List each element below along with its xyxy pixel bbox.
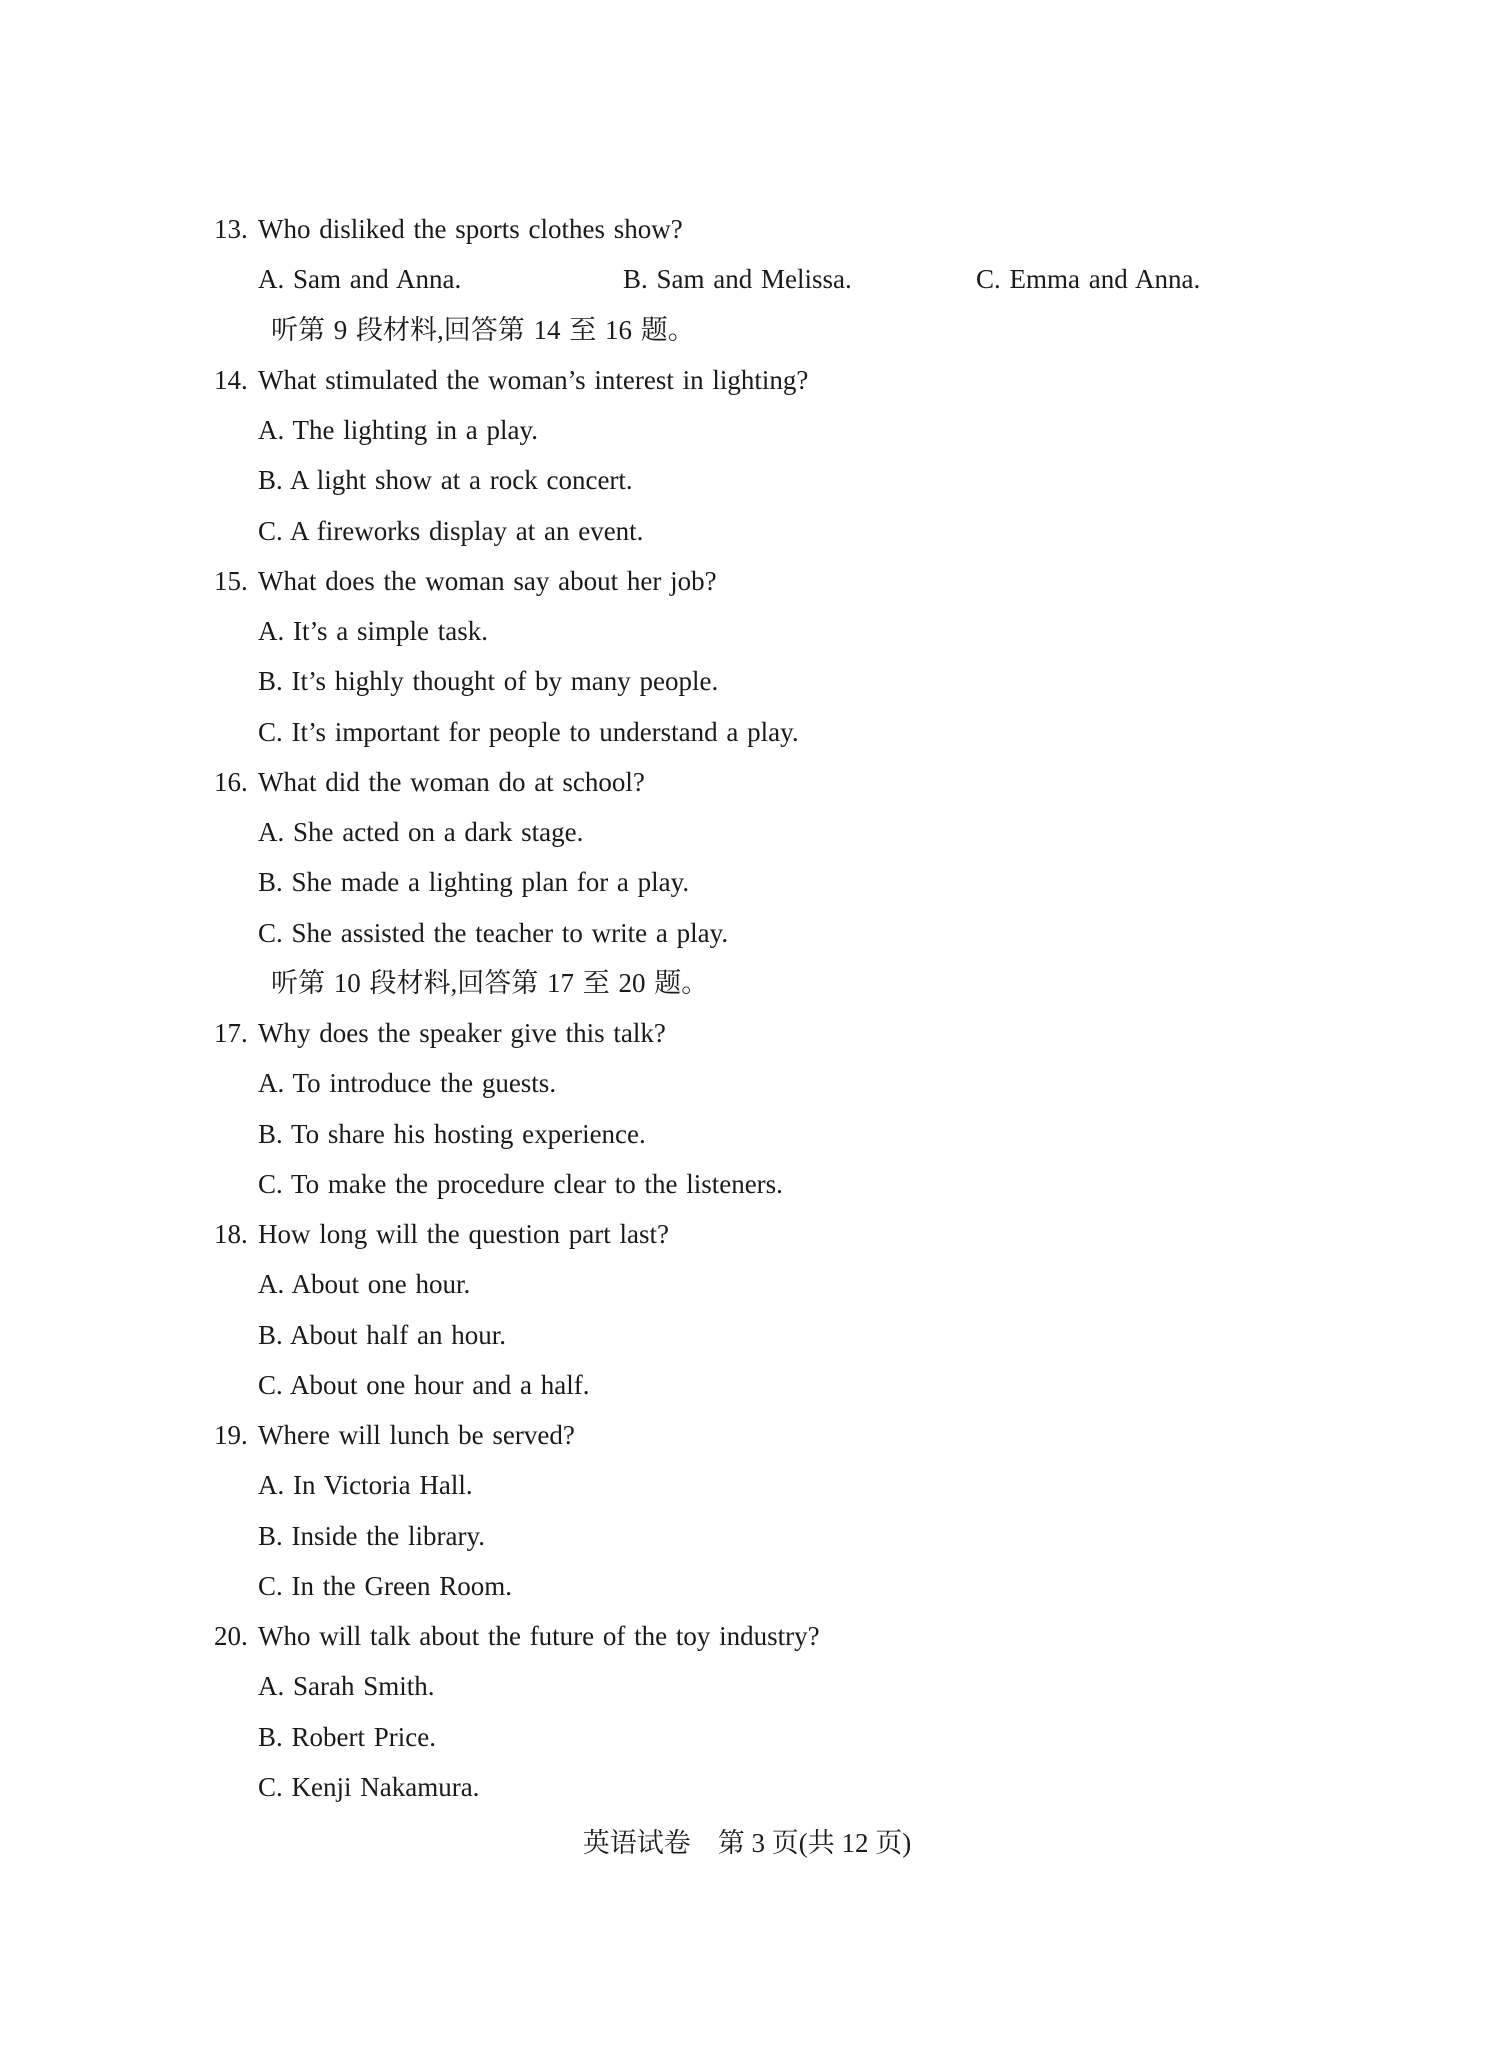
option-a: A. Sarah Smith. (258, 1671, 435, 1702)
question-14 (0, 355, 1494, 405)
question-stem: What does the woman say about her job? (258, 565, 717, 596)
option-a: A. The lighting in a play. (258, 415, 538, 445)
option-b: B. Robert Price. (258, 1721, 436, 1752)
option-b: B. About half an hour. (258, 1319, 506, 1350)
question-stem: Where will lunch be served? (258, 1420, 575, 1450)
option-b: B. To share his hosting experience. (258, 1118, 646, 1149)
option-b: B. A light show at a rock concert. (258, 465, 633, 496)
question-stem: Who will talk about the future of the toy industry? (258, 1621, 820, 1651)
option-a: A. She acted on a dark stage. (258, 817, 584, 847)
option-c: C. Emma and Anna. (976, 264, 1201, 295)
question-number: 20. (214, 1621, 248, 1651)
section-instruction: 听第 10 段材料,回答第 17 至 20 题。 (271, 967, 709, 998)
option-a: A. It’s a simple task. (258, 616, 488, 646)
question-16 (0, 757, 1494, 807)
option-c: C. About one hour and a half. (258, 1369, 590, 1400)
option-c: C. She assisted the teacher to write a play. (258, 917, 729, 948)
option-b: B. Sam and Melissa. (623, 264, 852, 295)
question-stem: Why does the speaker give this talk? (258, 1018, 666, 1048)
question-number: 13. (214, 214, 248, 244)
option-b: B. She made a lighting plan for a play. (258, 867, 690, 898)
question-stem: How long will the question part last? (258, 1219, 669, 1249)
question-19 (0, 1410, 1494, 1460)
section-instruction: 听第 9 段材料,回答第 14 至 16 题。 (271, 314, 695, 345)
question-stem: What did the woman do at school? (258, 766, 645, 797)
option-c: C. Kenji Nakamura. (258, 1771, 480, 1802)
question-list (0, 204, 1494, 1812)
question-13-options (0, 254, 1494, 304)
question-15 (0, 556, 1494, 606)
question-number: 19. (214, 1420, 248, 1450)
option-b: B. It’s highly thought of by many people. (258, 666, 719, 697)
question-number: 17. (214, 1018, 248, 1048)
question-stem: Who disliked the sports clothes show? (258, 214, 683, 244)
option-a: A. About one hour. (258, 1269, 471, 1300)
question-number: 15. (214, 565, 248, 596)
question-number: 14. (214, 364, 248, 395)
question-18 (0, 1209, 1494, 1259)
question-number: 16. (214, 766, 248, 797)
option-c: C. A fireworks display at an event. (258, 515, 644, 546)
option-c: C. To make the procedure clear to the listeners. (258, 1168, 783, 1199)
question-stem: What stimulated the woman’s interest in lighting? (258, 364, 809, 395)
question-20 (0, 1611, 1494, 1661)
option-a: A. To introduce the guests. (258, 1068, 557, 1099)
option-c: C. In the Green Room. (258, 1570, 512, 1601)
option-b: B. Inside the library. (258, 1520, 485, 1551)
option-a: A. Sam and Anna. (258, 264, 462, 295)
page-footer: 英语试卷 第 3 页(共 12 页) (582, 1828, 912, 1858)
option-c: C. It’s important for people to understand a play. (258, 716, 799, 747)
question-number: 18. (214, 1219, 248, 1249)
option-a: A. In Victoria Hall. (258, 1470, 473, 1501)
question-13 (0, 204, 1494, 254)
question-17 (0, 1008, 1494, 1058)
